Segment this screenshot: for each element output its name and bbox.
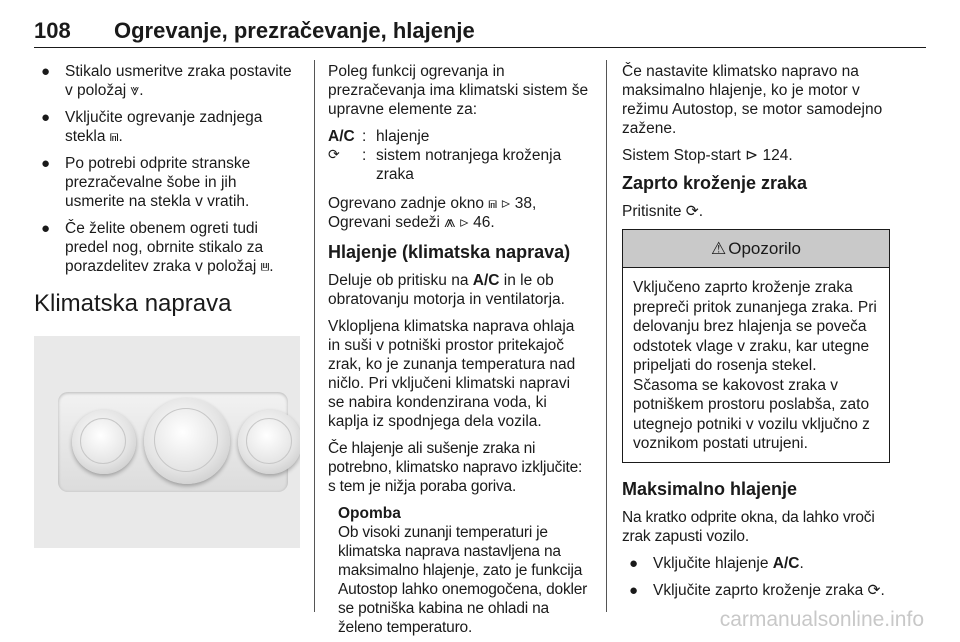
subheading: Zaprto kroženje zraka xyxy=(622,173,808,193)
list-item: ● Vključite ogrevanje zadnjega stekla ⩎. xyxy=(41,109,263,145)
bullet-icon: ● xyxy=(629,581,639,599)
control-panel-housing xyxy=(58,392,288,492)
list-item: ● Vključite hlajenje A/C. xyxy=(629,554,804,572)
page-title: Ogrevanje, prezračevanje, hlajenje xyxy=(114,18,475,43)
paragraph: Če hlajenje ali sušenje zraka ni potrebno, klimatsko napravo izključite: s tem je nižja poraba goriva. xyxy=(328,440,583,495)
paragraph: Če nastavite klimatsko napravo na maksimalno hlajenje, ko je motor v režimu Autostop, se motor samodejno zažene. xyxy=(622,63,883,137)
section-title: Klimatska naprava xyxy=(34,290,232,317)
table-row: ⟳ : sistem notranjega kroženja zraka xyxy=(328,147,562,183)
note-block xyxy=(328,504,590,637)
column-middle xyxy=(328,62,590,642)
references-paragraph: Ogrevano zadnje okno ⩎ ⊳ 38, Ogrevani sedeži ⩕ ⊳ 46. xyxy=(328,195,537,231)
bullet-icon: ● xyxy=(41,155,51,172)
warning-box xyxy=(622,229,890,463)
fan-speed-knob xyxy=(144,398,230,484)
paragraph: Vklopljena klimatska naprava ohlaja in suši v potniški prostor pritekajoč zrak, ko je zunanja temperatura nad ničlo. Pri vključeni klimatski napravi se nabira kondenzirana voda, ki kaplja iz spodnjega dela vozila. xyxy=(328,318,576,430)
paragraph: Deluje ob pritisku na A/C in le ob obratovanju motorja in ventilatorja. xyxy=(328,272,565,308)
subheading: Hlajenje (klimatska naprava) xyxy=(328,242,571,262)
subheading: Maksimalno hlajenje xyxy=(622,478,798,499)
watermark: carmanualsonline.info xyxy=(719,608,924,631)
column-left xyxy=(34,62,300,548)
warning-icon: ⚠ xyxy=(710,238,727,259)
controls-table xyxy=(328,127,590,184)
climate-control-panel-image xyxy=(34,336,300,548)
page-number: 108 xyxy=(34,18,71,43)
column-divider xyxy=(606,60,607,612)
recirculation-icon: ⟳ xyxy=(328,147,340,163)
column-right xyxy=(622,62,890,608)
list-item: ● Če želite obenem ogreti tudi predel nog, obrnite stikalo za porazdelitev zraka v položaj ⩏. xyxy=(41,220,274,275)
warning-title: Opozorilo xyxy=(728,238,801,258)
paragraph: Na kratko odprite okna, da lahko vroči zrak zapusti vozilo. xyxy=(622,508,875,545)
list-item: ● Po potrebi odprite stranske prezračevalne šobe in jih usmerite na stekla v vratih. xyxy=(41,155,251,210)
list-item: ● Vključite zaprto kroženje zraka ⟳. xyxy=(629,581,885,599)
bullet-icon: ● xyxy=(629,554,639,572)
warning-text: Vključeno zaprto kroženje zraka prepreči pritok zunanjega zraka. Pri delovanju brez hlajenja se poveča odstotek vlage v zraku, kar utegne pripeljati do rosenja stekel. Sčasoma se kakovost zraka v potniškem prostoru poslabša, zato utegnejo potniki v vozilu vključno z voznikom postati utrujeni. xyxy=(633,279,877,452)
page-header xyxy=(34,8,926,48)
table-row: A/C : hlajenje xyxy=(328,128,430,145)
bullet-icon: ● xyxy=(41,220,51,237)
bullet-icon: ● xyxy=(41,109,51,126)
warning-header xyxy=(623,230,889,268)
paragraph: Pritisnite ⟳. xyxy=(622,203,704,220)
temperature-knob xyxy=(72,410,136,474)
paragraph: Sistem Stop-start ⊳ 124. xyxy=(622,147,793,164)
air-distribution-knob xyxy=(238,410,300,474)
intro-paragraph: Poleg funkcij ogrevanja in prezračevanja ima klimatski sistem še upravne elemente za: xyxy=(328,63,589,118)
note-heading: Opomba xyxy=(338,505,401,522)
note-text: Ob visoki zunanji temperaturi je klimatska naprava nastavljena na maksimalno hlajenje, zato je funkcija Autostop lahko onemogočena, dokler se potniška kabina ne ohladi na želeno temperaturo. xyxy=(338,524,588,636)
bullet-icon: ● xyxy=(41,63,51,80)
list-item: ● Stikalo usmeritve zraka postavite v položaj ⩔. xyxy=(41,63,292,99)
column-divider xyxy=(314,60,315,612)
